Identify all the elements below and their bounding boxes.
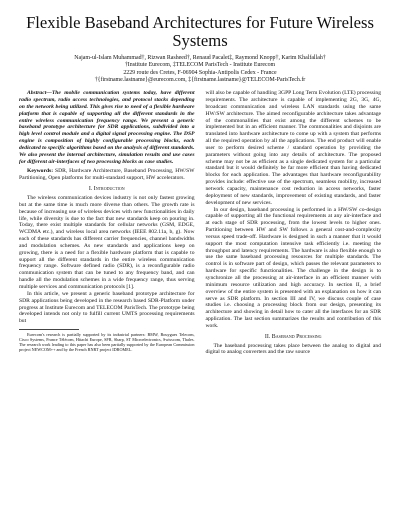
intro-paragraph-2: In this article, we present a generic baseband prototype architecture for SDR applications being developed in the research based SDR-Platform under progress at Institute Eurecom and TELECOM ParisTech. The prototype being developed intends not only to fulfill current UMTS processing requirements but — [19, 290, 195, 325]
section-heading-baseband: II. Baseband Processing — [264, 333, 322, 340]
author-affiliation: †Institute Eurecom, ‡TELECOM ParisTech - Institute Eurecom — [124, 62, 276, 69]
keywords-text: SDR, Hardware Architecture, Baseband Processing, HW/SW Partitioning, Open platforms for multi-standard support, HW accelerators. — [19, 168, 195, 182]
right-paragraph-1: will also be capable of handling 3GPP Long Term Evolution (LTE) processing requirements. The architecture is capable of implementing 2G, 3G, 4G, broadcast communication and wireless LAN standards using the same HW/SW architecture. The aimed reconfigurable architecture takes advantage of the commonalities that exist among the different schemes to be implemented but in an efficient manner. The commonalities and disjoints are translated into hardware architecture to come up with a system that performs all the required operation by all the applications. The end product will enable user to perform desired scheme / standard operation by providing the parameters without going into any details of architecture. The proposed scheme may not be as efficient as a single dedicated system for a particular standard but it would definitely be far more efficient than having dedicated blocks for each application. The advantages that hardware reconfigurability provides include: effective use of the spectrum, seamless mobility, increased network capacity, maintenance cost reduction in access networks, faster deployment of new standards, improvement of existing standards, and faster development of new services. — [205, 90, 381, 206]
abstract — [19, 90, 195, 165]
author-address: 2229 route des Cretes, F-06904 Sophia-Antipolis Cedex - France — [123, 69, 277, 76]
author-names: Najam-ul-Islam Muhammad†, Rizwan Rasheed†, Renaud Pacalet‡, Raymond Knopp†, Karim Khalfallah† — [74, 55, 326, 61]
abstract-text: The mobile communication systems today, have different radio spectrum, radio access technologies, and protocol stacks depending on the network being utilized. This gives rise to need of a flexible hardware platform that is capable of supporting all the different standards in the entire wireless communication frequency range. We present a generic baseband prototype architecture for SDR applications, subdivided into a high level control module and a digital signal processing engine. The DSP engine is composition of highly configurable processing blocks, each dedicated to specific algorithms based on the analysis of different standards. We also present the internal architecture, simulation results and use cases for different air-interfaces of two processing blocks as case studies. — [19, 90, 195, 165]
baseband-paragraph: The baseband processing takes place between the analog to digital and digital to analog converters and the raw source — [205, 342, 381, 356]
paper-title: Flexible Baseband Architectures for Future Wireless Systems — [26, 13, 374, 50]
right-column — [206, 90, 382, 356]
right-paragraph-2: In our design, baseband processing is performed in a HW/SW co-design capable of supporting all the functional requirements at any air-interface and at each stage of SDR processing, from the lowest levels to higher ones. Partitioning between HW and SW follows a general cost-and-complexity versus speed trade-off. Hardware is designed in such a manner that it would support the most computation intensive task efficiently i.e. meeting the throughput and latency requirements. The hardware is also flexible enough to use the same baseband processing resources for multiple standards. The control is in software part of design, which passes the relevant parameters to hardware for specific functionalities. The challenge in the design is to synchronize all the processing at air-interface in an efficient manner with minimum resource utilization and high accuracy. In section II, a brief overview of the entire system is presented with an explanation on how it can serve as SDR platform. In section III and IV, we discuss couple of case studies i.e. choosing a processing block from our design, presenting its architecture and showing in detail how to cater all the interfaces for an SDR application. The last section summarizes the results and contribution of this work. — [205, 206, 381, 329]
footnote-rule — [19, 329, 79, 330]
intro-paragraph-1: The wireless communication devices industry is not only fastest growing but at the same time is much more diverse than others. The growth rate is because of increasing use of wireless devices with new functionalities in daily life, while diversity is due to the fact that new standards keep on pouring in. Today, there exist multiple standards for cellular networks (GSM, EDGE, WCDMA etc.), and wireless local area networks (IEEE 802.11a, b, g). Now each of these standards has different carrier frequencies, channel bandwidths and modulation schemes. As new standards and applications keep on growing, there is a need for a flexible hardware platform that is capable to support all the different standards in the entire wireless communication frequency range. Software defined radio (SDR), is a reconfigurable radio communication system that can be tuned to any frequency band, and can handle all the modulation schemes in a wide frequency range, thus serving multiple services and communication protocols [1]. — [19, 195, 195, 290]
section-heading-introduction: I. Introduction — [88, 186, 125, 193]
abstract-label: Abstract— — [27, 90, 52, 97]
left-column — [19, 90, 195, 356]
author-block — [19, 55, 381, 84]
body-columns — [19, 90, 381, 356]
footnote: Eurecom's research is partially supported by its industrial partners: BMW, Bouygues Telecom, Cisco Systems, France Télécom, Hitachi Europe, SFR, Sharp, ST Microelectronics, Swisscom, Thales. The research work leading to this paper has also been partially supported by the European Commission project NEWCOM++ and by the French RNRT project IDROMEL. — [19, 332, 195, 353]
keywords-label: Keywords: — [27, 168, 54, 175]
author-emails: †{firstname.lastname}@eurecom.com, ‡{firstname.lastname}@TELECOM-ParisTech.fr — [94, 76, 306, 83]
keywords — [19, 168, 195, 182]
